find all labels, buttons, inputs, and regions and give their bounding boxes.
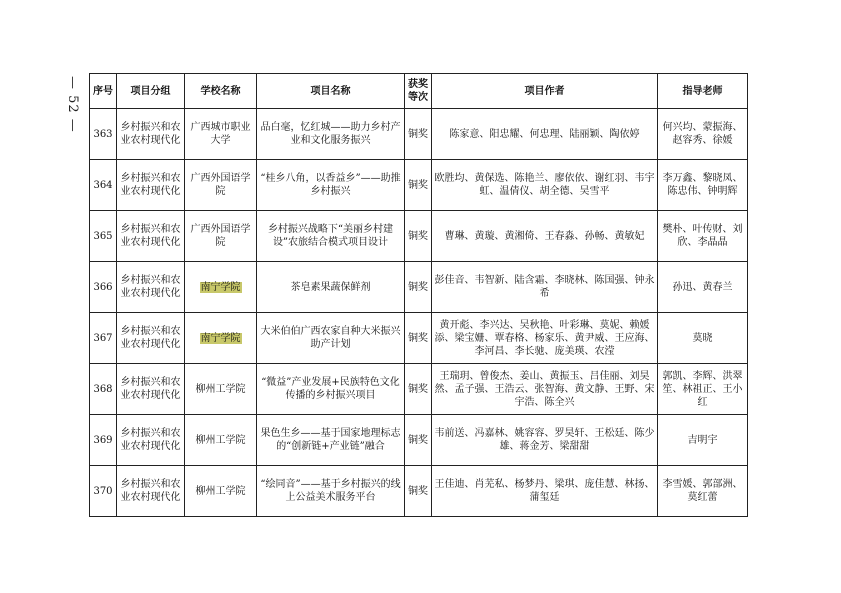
- cell-teachers: 吉明宇: [658, 415, 748, 466]
- cell-teachers: 孙迅、黄春兰: [658, 262, 748, 313]
- cell-school: 柳州工学院: [185, 415, 257, 466]
- table-row: [90, 415, 748, 466]
- table-row: [90, 211, 748, 262]
- cell-project: 乡村振兴战略下“美丽乡村建设”农旅结合模式项目设计: [257, 211, 405, 262]
- cell-project: 茶皂素果蔬保鲜剂: [257, 262, 405, 313]
- table-row: [90, 262, 748, 313]
- cell-index: 367: [90, 313, 117, 364]
- table-row: [90, 109, 748, 160]
- table-row: [90, 466, 748, 517]
- cell-school: 广西外国语学院: [185, 211, 257, 262]
- table-row: [90, 160, 748, 211]
- cell-authors: 彭佳音、韦智新、陆含霜、李晓林、陈国强、钟永希: [432, 262, 658, 313]
- header-authors: 项目作者: [432, 74, 658, 109]
- cell-group: 乡村振兴和农业农村现代化: [117, 109, 185, 160]
- cell-school: [185, 262, 257, 313]
- cell-authors: 韦前送、冯嘉林、姚容容、罗昊轩、王松廷、陈少雄、蒋金芳、梁甜甜: [432, 415, 658, 466]
- header-project: 项目名称: [257, 74, 405, 109]
- cell-authors: 王佳迪、肖芜私、杨梦丹、梁琪、庞佳慧、林扬、蒲玺廷: [432, 466, 658, 517]
- table-row: [90, 313, 748, 364]
- cell-project: 品白毫，忆红城——助力乡村产业和文化服务振兴: [257, 109, 405, 160]
- highlighted-school-name: 南宁学院: [200, 281, 241, 293]
- cell-group: 乡村振兴和农业农村现代化: [117, 211, 185, 262]
- cell-award: 铜奖: [405, 109, 432, 160]
- cell-award: 铜奖: [405, 364, 432, 415]
- cell-index: 366: [90, 262, 117, 313]
- header-teachers: 指导老师: [658, 74, 748, 109]
- cell-index: 370: [90, 466, 117, 517]
- cell-authors: 黄开彪、李兴达、吴秋艳、叶彩琳、莫妮、赖媛添、梁宝姗、覃春格、杨家乐、黄尹威、王应海、李河昌、李长驰、庞美瑛、农滢: [432, 313, 658, 364]
- cell-group: 乡村振兴和农业农村现代化: [117, 415, 185, 466]
- cell-teachers: 莫晓: [658, 313, 748, 364]
- cell-award: 铜奖: [405, 211, 432, 262]
- cell-teachers: 李万鑫、黎晓凤、陈忠伟、钟明辉: [658, 160, 748, 211]
- cell-school: 广西城市职业大学: [185, 109, 257, 160]
- cell-group: 乡村振兴和农业农村现代化: [117, 262, 185, 313]
- page-number: — 52 —: [65, 76, 80, 133]
- cell-authors: 王瑞玥、曾俊杰、姜山、黄振玉、吕佳丽、刘昊然、孟子强、王浩云、张智海、黄文静、王野、宋宇浩、陈全兴: [432, 364, 658, 415]
- cell-index: 369: [90, 415, 117, 466]
- cell-project: 大米伯伯广西农家自种大米振兴助产计划: [257, 313, 405, 364]
- cell-teachers: 何兴均、蒙振海、赵容秀、徐媛: [658, 109, 748, 160]
- header-index: 序号: [90, 74, 117, 109]
- header-school: 学校名称: [185, 74, 257, 109]
- cell-project: “绘同音”——基于乡村振兴的线上公益美术服务平台: [257, 466, 405, 517]
- award-table: [89, 73, 748, 517]
- cell-index: 368: [90, 364, 117, 415]
- cell-award: 铜奖: [405, 160, 432, 211]
- cell-group: 乡村振兴和农业农村现代化: [117, 466, 185, 517]
- cell-school: 柳州工学院: [185, 466, 257, 517]
- cell-authors: 欧胜均、黄保选、陈艳兰、廖依依、谢红羽、韦宇虹、温倩仪、胡全德、吴雪平: [432, 160, 658, 211]
- cell-project: 果色生乡——基于国家地理标志的“创新链+产业链”融合: [257, 415, 405, 466]
- cell-school: [185, 313, 257, 364]
- cell-authors: 陈家意、阳忠耀、何忠理、陆丽颖、陶依婷: [432, 109, 658, 160]
- cell-group: 乡村振兴和农业农村现代化: [117, 160, 185, 211]
- table-body: [90, 109, 748, 517]
- cell-school: 柳州工学院: [185, 364, 257, 415]
- cell-index: 364: [90, 160, 117, 211]
- cell-school: 广西外国语学院: [185, 160, 257, 211]
- cell-group: 乡村振兴和农业农村现代化: [117, 313, 185, 364]
- cell-authors: 曹琳、黄璇、黄湘倚、王春淼、孙畅、黄敏妃: [432, 211, 658, 262]
- cell-index: 363: [90, 109, 117, 160]
- cell-group: 乡村振兴和农业农村现代化: [117, 364, 185, 415]
- cell-award: 铜奖: [405, 313, 432, 364]
- cell-index: 365: [90, 211, 117, 262]
- cell-award: 铜奖: [405, 466, 432, 517]
- cell-teachers: 李雪媛、郭部洲、莫红蕾: [658, 466, 748, 517]
- cell-award: 铜奖: [405, 415, 432, 466]
- table-row: [90, 364, 748, 415]
- highlighted-school-name: 南宁学院: [200, 332, 241, 344]
- cell-teachers: 郭凯、李辉、洪翠笙、林祖正、王小红: [658, 364, 748, 415]
- cell-award: 铜奖: [405, 262, 432, 313]
- cell-project: “微益”产业发展+民族特色文化传播的乡村振兴项目: [257, 364, 405, 415]
- cell-project: “桂乡八角，以香益乡”——助推乡村振兴: [257, 160, 405, 211]
- cell-teachers: 樊朴、叶传财、刘欣、李晶晶: [658, 211, 748, 262]
- header-award: 获奖等次: [405, 74, 432, 109]
- header-row: [90, 74, 748, 109]
- header-group: 项目分组: [117, 74, 185, 109]
